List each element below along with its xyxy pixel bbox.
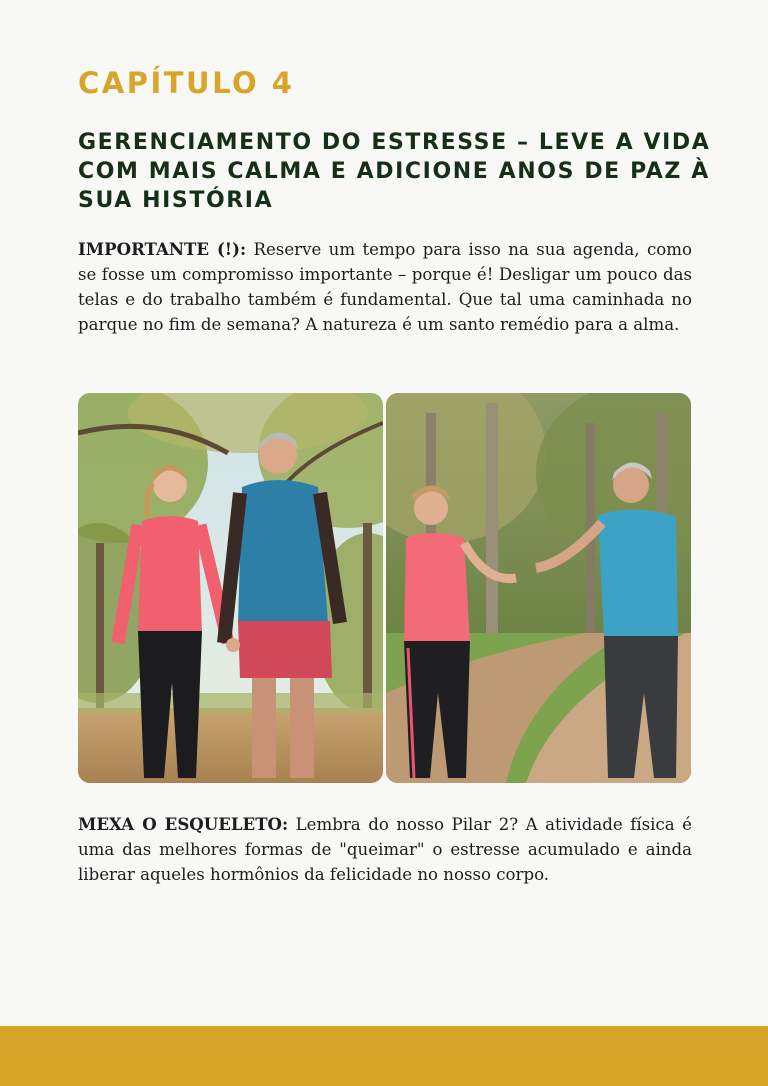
paragraph-important-text: Reserve um tempo para isso na sua agenda, como se fosse um compromisso importante – porque é! Desligar um pouco das telas e do trabalho também é fundamental. Que tal uma caminhada no parque no fim de semana? A natureza é um santo remédio para a alma. [78, 240, 692, 334]
chapter-label: CAPÍTULO 4 [78, 66, 295, 100]
footer-bar [0, 1026, 768, 1086]
paragraph-move [78, 812, 692, 887]
chapter-title: GERENCIAMENTO DO ESTRESSE – LEVE A VIDA COM MAIS CALMA E ADICIONE ANOS DE PAZ À SUA HISTÓRIA [78, 130, 711, 213]
photo-couple-talking-on-path [386, 393, 691, 783]
paragraph-move-text: Lembra do nosso Pilar 2? A atividade física é uma das melhores formas de "queimar" o estresse acumulado e ainda liberar aqueles hormônios da felicidade no nosso corpo. [78, 815, 692, 884]
paragraph-move-lead: MEXA O ESQUELETO: [78, 814, 289, 834]
paragraph-important-lead: IMPORTANTE (!): [78, 239, 247, 259]
paragraph-important [78, 237, 692, 337]
photo-couple-walking-hand-in-hand [78, 393, 383, 783]
